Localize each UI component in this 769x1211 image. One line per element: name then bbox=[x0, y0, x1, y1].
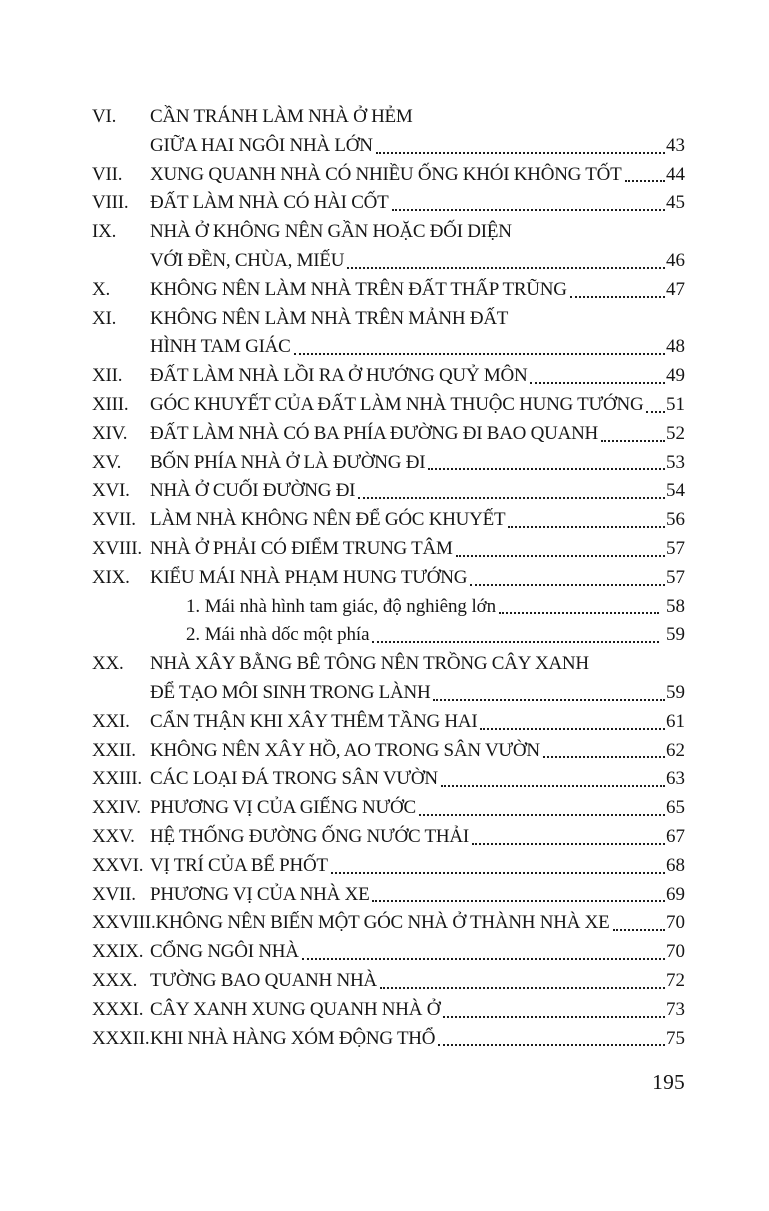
toc-entry-line bbox=[92, 506, 685, 535]
toc-entry-page: 70 bbox=[666, 941, 685, 963]
toc-entry-title: KHÔNG NÊN BIẾN MỘT GÓC NHÀ Ở THÀNH NHÀ XE bbox=[155, 912, 610, 934]
toc-entry-numeral: XII. bbox=[92, 365, 123, 387]
toc-entry-numeral: XXII. bbox=[92, 739, 136, 761]
toc-entry-numeral: IX. bbox=[92, 221, 117, 243]
toc-entry-line bbox=[92, 823, 685, 852]
toc-entry-page: 47 bbox=[666, 278, 685, 300]
toc-entry-page: 46 bbox=[666, 249, 685, 271]
dot-leader bbox=[428, 468, 665, 470]
toc-entry-numeral: XXVI. bbox=[92, 854, 144, 876]
toc-entry-line bbox=[92, 737, 685, 766]
toc-entry-numeral: XIV. bbox=[92, 422, 128, 444]
toc-entry-title: KHÔNG NÊN LÀM NHÀ TRÊN ĐẤT THẤP TRŨNG bbox=[150, 278, 567, 300]
toc-entry-line bbox=[92, 333, 685, 362]
toc-entry-line bbox=[92, 621, 685, 650]
toc-entry-page: 49 bbox=[666, 365, 685, 387]
dot-leader bbox=[480, 728, 665, 730]
dot-leader bbox=[472, 843, 665, 845]
toc-entry-numeral: VII. bbox=[92, 163, 123, 185]
toc-entry-title-continuation: VỚI ĐỀN, CHÙA, MIẾU bbox=[150, 249, 345, 271]
toc-entry-line bbox=[92, 535, 685, 564]
toc-entry-numeral: XVII. bbox=[92, 509, 136, 531]
toc-entry-page: 53 bbox=[666, 451, 685, 473]
toc-entry-page: 62 bbox=[666, 739, 685, 761]
toc-entry-line bbox=[92, 967, 685, 996]
dot-leader bbox=[646, 411, 665, 413]
toc-entry-line bbox=[92, 996, 685, 1025]
toc-entry-title: CẨN THẬN KHI XÂY THÊM TẦNG HAI bbox=[150, 710, 478, 732]
toc-entry-numeral: XV. bbox=[92, 451, 122, 473]
toc-entry-title: VỊ TRÍ CỦA BỂ PHỐT bbox=[150, 854, 328, 876]
toc-entry-numeral: XXVIII. bbox=[92, 912, 156, 934]
toc-entry-line bbox=[92, 679, 685, 708]
toc-entry-title: TƯỜNG BAO QUANH NHÀ bbox=[150, 969, 377, 991]
toc-entry-line bbox=[92, 1025, 685, 1054]
toc-entry-line bbox=[92, 305, 685, 334]
toc-entry-page: 68 bbox=[666, 854, 685, 876]
toc-entry-line bbox=[92, 593, 685, 622]
toc-entry-page: 59 bbox=[666, 624, 685, 646]
toc-entry-numeral: XXIV. bbox=[92, 797, 141, 819]
toc-entry-line bbox=[92, 449, 685, 478]
toc-entry-title: CÁC LOẠI ĐÁ TRONG SÂN VƯỜN bbox=[150, 768, 438, 790]
toc-entry-page: 44 bbox=[666, 163, 685, 185]
dot-leader bbox=[470, 584, 665, 586]
toc-entry-line bbox=[92, 794, 685, 823]
toc-entry-numeral: XVI. bbox=[92, 480, 130, 502]
toc-entry-page: 57 bbox=[666, 566, 685, 588]
page-number: 195 bbox=[652, 1070, 685, 1094]
toc-entry-line bbox=[92, 564, 685, 593]
dot-leader bbox=[441, 785, 665, 787]
toc-entry-page: 45 bbox=[666, 192, 685, 214]
toc-entry-numeral: XXX. bbox=[92, 969, 138, 991]
toc-entry-title: LÀM NHÀ KHÔNG NÊN ĐỂ GÓC KHUYẾT bbox=[150, 509, 506, 531]
toc-entry-page: 48 bbox=[666, 336, 685, 358]
toc-entry-numeral: XIX. bbox=[92, 566, 130, 588]
toc-entry-line bbox=[92, 103, 685, 132]
toc-entry-title-continuation: GIỮA HAI NGÔI NHÀ LỚN bbox=[150, 134, 373, 156]
toc-entry-page: 63 bbox=[666, 768, 685, 790]
toc-entry-page: 58 bbox=[666, 595, 685, 617]
dot-leader bbox=[570, 296, 665, 298]
toc-entry-page: 67 bbox=[666, 825, 685, 847]
toc-entry-page: 54 bbox=[666, 480, 685, 502]
toc-entry-numeral: XVII. bbox=[92, 883, 136, 905]
dot-leader bbox=[499, 612, 659, 614]
toc-entry-title: 2. Mái nhà dốc một phía bbox=[186, 624, 370, 646]
dot-leader bbox=[438, 1044, 665, 1046]
toc-entry-numeral: XVIII. bbox=[92, 537, 142, 559]
toc-entry-numeral: VI. bbox=[92, 106, 117, 127]
toc-entry-title: BỐN PHÍA NHÀ Ở LÀ ĐƯỜNG ĐI bbox=[150, 451, 426, 473]
toc-entry-page: 72 bbox=[666, 969, 685, 991]
dot-leader bbox=[543, 756, 665, 758]
toc-entry-line bbox=[92, 765, 685, 794]
toc-entry-title: CẦN TRÁNH LÀM NHÀ Ở HẺM bbox=[150, 106, 413, 127]
dot-leader bbox=[601, 440, 665, 442]
dot-leader bbox=[347, 267, 665, 269]
toc-entry-title: GÓC KHUYẾT CỦA ĐẤT LÀM NHÀ THUỘC HUNG TƯỚNG bbox=[150, 393, 644, 415]
toc-entry-line bbox=[92, 708, 685, 737]
toc-entry-numeral: VIII. bbox=[92, 192, 129, 214]
toc-entry-title: KHÔNG NÊN LÀM NHÀ TRÊN MẢNH ĐẤT bbox=[150, 307, 509, 329]
toc-entry-line bbox=[92, 276, 685, 305]
toc-entry-page: 52 bbox=[666, 422, 685, 444]
toc-entry-line bbox=[92, 161, 685, 190]
toc-entry-numeral: XXIX. bbox=[92, 941, 144, 963]
dot-leader bbox=[380, 987, 665, 989]
toc-entry-title: KHÔNG NÊN XÂY HỒ, AO TRONG SÂN VƯỜN bbox=[150, 739, 540, 761]
dot-leader bbox=[372, 641, 659, 643]
toc-entry-line bbox=[92, 247, 685, 276]
toc-entry-line bbox=[92, 852, 685, 881]
dot-leader bbox=[530, 382, 665, 384]
toc-entry-line bbox=[92, 189, 685, 218]
toc-entry-numeral: XI. bbox=[92, 307, 117, 329]
toc-entry-line bbox=[92, 881, 685, 910]
dot-leader bbox=[613, 929, 666, 931]
dot-leader bbox=[331, 872, 665, 874]
toc-entry-title-continuation: HÌNH TAM GIÁC bbox=[150, 336, 291, 358]
toc-entry-numeral: XXXII. bbox=[92, 1027, 150, 1049]
toc-entry-title: NHÀ Ở KHÔNG NÊN GẦN HOẶC ĐỐI DIỆN bbox=[150, 221, 512, 243]
toc-entry-page: 65 bbox=[666, 797, 685, 819]
toc-entry-title: PHƯƠNG VỊ CỦA NHÀ XE bbox=[150, 883, 370, 905]
toc-entry-title: NHÀ XÂY BẰNG BÊ TÔNG NÊN TRỒNG CÂY XANH bbox=[150, 653, 589, 675]
toc-entry-title: NHÀ Ở CUỐI ĐƯỜNG ĐI bbox=[150, 480, 356, 502]
toc-entry-numeral: XXV. bbox=[92, 825, 135, 847]
toc-entry-numeral: XXXI. bbox=[92, 998, 144, 1020]
toc-entry-page: 69 bbox=[666, 883, 685, 905]
toc-entry-page: 56 bbox=[666, 509, 685, 531]
toc-entry-line bbox=[92, 650, 685, 679]
toc-entry-page: 51 bbox=[666, 393, 685, 415]
dot-leader bbox=[433, 699, 665, 701]
toc-entry-page: 43 bbox=[666, 134, 685, 156]
toc-entry-line bbox=[92, 909, 685, 938]
toc-entry-title: NHÀ Ở PHẢI CÓ ĐIỂM TRUNG TÂM bbox=[150, 537, 453, 559]
toc-entry-line bbox=[92, 132, 685, 161]
toc-entry-title: XUNG QUANH NHÀ CÓ NHIỀU ỐNG KHÓI KHÔNG TỐT bbox=[150, 163, 622, 185]
toc-entry-page: 57 bbox=[666, 537, 685, 559]
dot-leader bbox=[443, 1016, 665, 1018]
toc-entry-line bbox=[92, 218, 685, 247]
toc-entry-title: PHƯƠNG VỊ CỦA GIẾNG NƯỚC bbox=[150, 797, 416, 819]
dot-leader bbox=[302, 958, 665, 960]
toc-entry-numeral: XXIII. bbox=[92, 768, 142, 790]
toc-entry-title: KHI NHÀ HÀNG XÓM ĐỘNG THỔ bbox=[150, 1027, 436, 1049]
toc-entry-title: CỔNG NGÔI NHÀ bbox=[150, 941, 299, 963]
toc-entry-numeral: X. bbox=[92, 278, 111, 300]
toc-entry-page: 59 bbox=[666, 681, 685, 703]
dot-leader bbox=[625, 180, 666, 182]
dot-leader bbox=[294, 353, 665, 355]
toc-entry-line bbox=[92, 391, 685, 420]
dot-leader bbox=[358, 497, 665, 499]
toc-entry-line bbox=[92, 420, 685, 449]
toc-entry-page: 75 bbox=[666, 1027, 685, 1049]
toc-entry-title: 1. Mái nhà hình tam giác, độ nghiêng lớn bbox=[186, 595, 496, 617]
toc-entry-title: CÂY XANH XUNG QUANH NHÀ Ở bbox=[150, 998, 441, 1020]
toc-entry-page: 70 bbox=[666, 912, 685, 934]
toc-entry-numeral: XXI. bbox=[92, 710, 130, 732]
dot-leader bbox=[392, 209, 665, 211]
toc-entry-title: KIỂU MÁI NHÀ PHẠM HUNG TƯỚNG bbox=[150, 566, 468, 588]
dot-leader bbox=[419, 814, 665, 816]
toc-entry-line bbox=[92, 938, 685, 967]
dot-leader bbox=[508, 526, 665, 528]
toc-entry-numeral: XX. bbox=[92, 653, 124, 675]
toc-entry-title: ĐẤT LÀM NHÀ CÓ HÀI CỐT bbox=[150, 192, 389, 214]
toc-entry-title: ĐẤT LÀM NHÀ LỒI RA Ở HƯỚNG QUỶ MÔN bbox=[150, 365, 528, 387]
toc-entry-title: HỆ THỐNG ĐƯỜNG ỐNG NƯỚC THẢI bbox=[150, 825, 469, 847]
toc-entry-title: ĐẤT LÀM NHÀ CÓ BA PHÍA ĐƯỜNG ĐI BAO QUANH bbox=[150, 422, 599, 444]
toc-entry-page: 61 bbox=[666, 710, 685, 732]
toc-entry-title-continuation: ĐỂ TẠO MÔI SINH TRONG LÀNH bbox=[150, 681, 431, 703]
dot-leader bbox=[372, 900, 665, 902]
toc-entry-page: 73 bbox=[666, 998, 685, 1020]
dot-leader bbox=[456, 555, 665, 557]
toc-entry-line bbox=[92, 362, 685, 391]
dot-leader bbox=[376, 152, 665, 154]
toc-entry-line bbox=[92, 477, 685, 506]
toc-entry-numeral: XIII. bbox=[92, 393, 129, 415]
